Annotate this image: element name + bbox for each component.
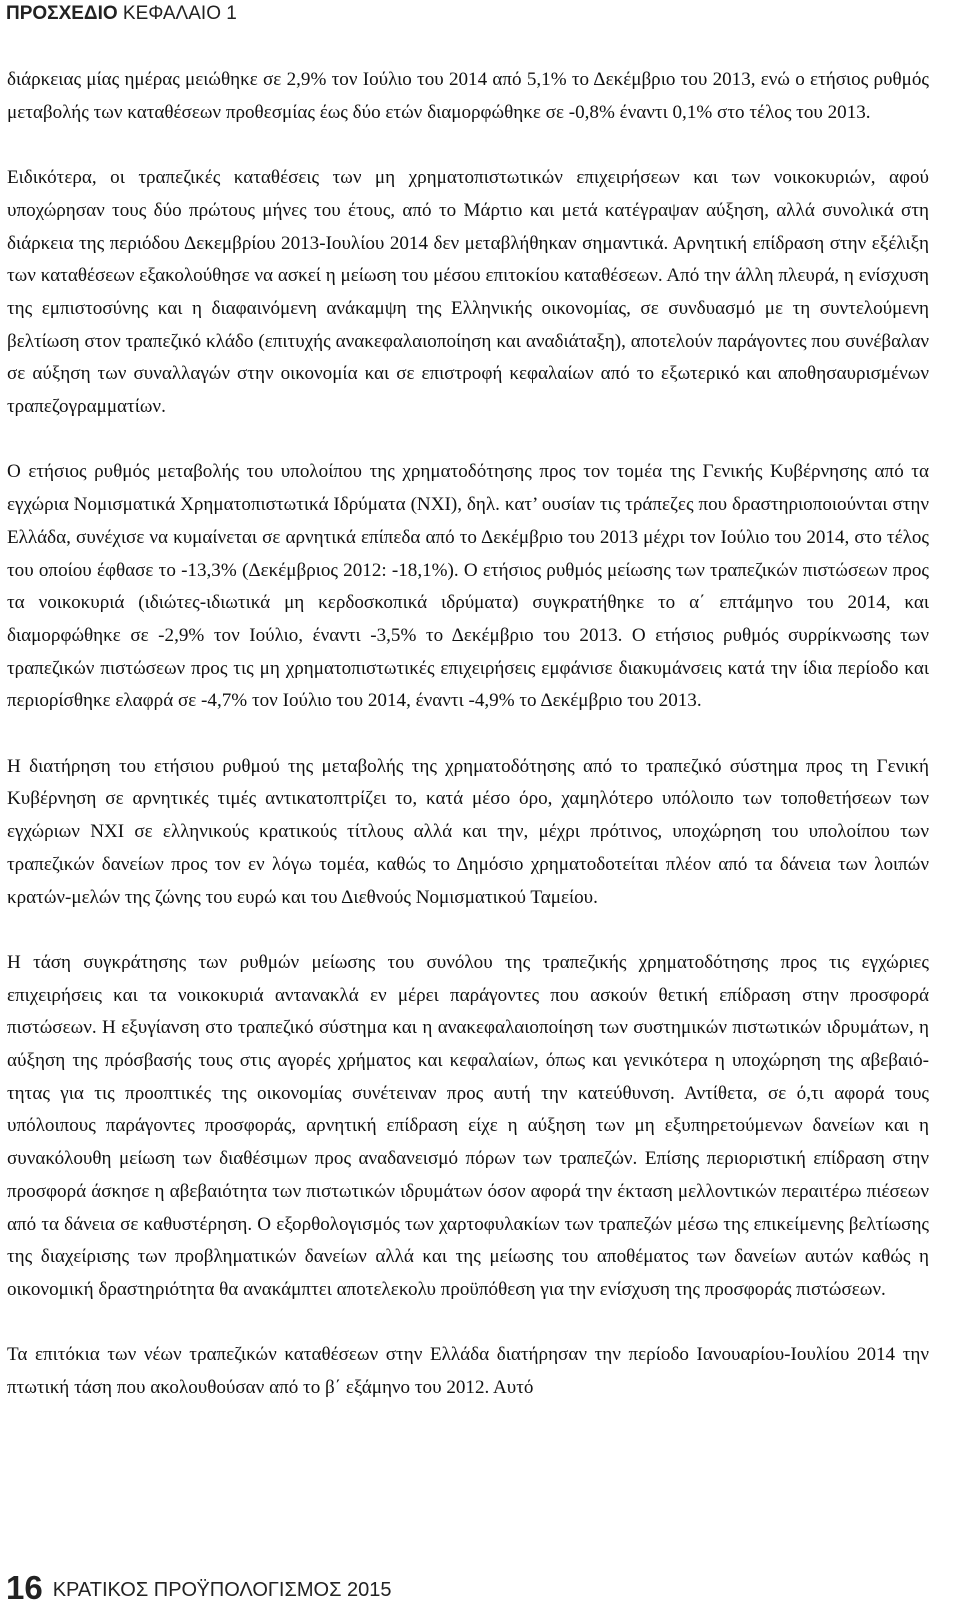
body-text bbox=[7, 64, 929, 1437]
running-header bbox=[6, 2, 237, 26]
page-number: 16 bbox=[6, 1569, 43, 1606]
footer-title: ΚΡΑΤΙΚΟΣ ΠΡΟΫΠΟΛΟΓΙΣΜΟΣ 2015 bbox=[52, 1579, 392, 1601]
paragraph-6: Τα επιτόκια των νέων τραπεζικών καταθέσεων στην Ελλάδα διατήρησαν την περίοδο Ιανουαρίου-Ιουλίου 2014 την πτωτική τάση που ακολουθούσαν από το β΄ εξάμηνο του 2012. Αυτό bbox=[7, 1344, 929, 1399]
header-chapter-label: ΚΕΦΑΛΑΙΟ 1 bbox=[117, 3, 237, 24]
paragraph-1: διάρκειας μίας ημέρας μειώθηκε σε 2,9% τον Ιούλιο του 2014 από 5,1% το Δεκέμβριο του 2013, ενώ ο ετήσιος ρυθμός μεταβολής των καταθέσεων προθεσμίας έως δύο ετών διαμορφώθηκε σε -0,8% έναντι 0,1% στο τέλος του 2013. bbox=[7, 69, 929, 123]
paragraph-3: Ο ετήσιος ρυθμός μεταβολής του υπολοίπου της χρηματοδότησης προς τον τομέα της Γενικής Κυβέρνησης από τα εγχώρια Νομισματικά Χρηματοπιστωτικά Ιδρύματα (ΝΧΙ), δηλ. κατ’ ουσίαν τις τράπεζες που δραστηριοποιούνται στην Ελλάδα, συνέχισε να κυμαίνεται σε αρνητικά επίπεδα από το Δεκέμβριο του 2013 μέχρι τον Ιούλιο του 2014, στο τέλος του οποίου έφθασε το -13,3% (Δεκέμβριος 2012: -18,1%). Ο ετήσιος ρυθμός μείωσης των τραπεζικών πιστώσεων προς τα νοικοκυριά (ιδιώτες-ιδιωτικά μη κερδοσκοπικά ιδρύματα) συγκρατήθηκε το α΄ επτάμηνο του 2014, και διαμορφώθηκε σε -2,9% τον Ιούλιο, έναντι -3,5% το Δεκέμβριο του 2013. Ο ετήσιος ρυθμός συρρίκνωσης των τραπεζικών πιστώσεων προς τις μη χρηματοπιστωτικές επιχειρήσεις εμφάνισε διακυμάνσεις κατά την ίδια περίοδο και περιορίσθηκε ελαφρά σε -4,7% τον Ιούλιο του 2014, έναντι -4,9% το Δεκέμβριο του 2013. bbox=[7, 461, 929, 712]
page-footer bbox=[6, 1570, 391, 1608]
paragraph-4: Η διατήρηση του ετήσιου ρυθμού της μεταβολής της χρηματοδότησης από το τραπεζικό σύστημα προς τη Γενική Κυβέρνηση σε αρνητικές τιμές αντικατοπτρίζει το, κατά μέσο όρο, χαμηλότερο υπόλοιπο των τοποθετήσεων των εγχώριων ΝΧΙ σε ελληνικούς κρατικούς τίτλους αλλά και την, μέχρι πρότινος, υποχώρηση του υπολοίπου των τραπεζικών δανείων προς τον εν λόγω τομέα, καθώς το Δημόσιο χρηματοδοτείται πλέον από τα δάνεια των λοιπών κρατών-μελών της ζώνης του ευρώ και του Διεθνούς Νομισματικού Ταμείου. bbox=[7, 755, 929, 908]
header-draft-label: ΠΡΟΣΧΕΔΙΟ bbox=[6, 3, 118, 24]
paragraph-5: Η τάση συγκράτησης των ρυθμών μείωσης του συνόλου της τραπεζικής χρηματοδότησης προς τις εγχώριες επιχειρήσεις και τα νοικοκυριά αντανακλά εν μέρει παράγοντες που ασκούν θετική επίδραση στην προσφορά πιστώσεων. Η εξυγίανση στο τραπεζικό σύστημα και η ανακεφαλαιοποίηση των συστημικών πιστωτικών ιδρυμάτων, η αύξηση της πρόσβασής τους στις αγορές χρήματος και κεφαλαίων, όπως και γενικότερα η υποχώρηση της αβεβαιότητας για τις προοπτικές της οικονομίας συνέτειναν προς αυτή την κατεύθυνση. Αντίθετα, σε ό,τι αφορά τους υπόλοιπους παράγοντες προσφοράς, αρνητική επίδραση είχε η αύξηση των μη εξυπηρετούμενων δανείων και η συνακόλουθη μείωση των διαθέσιμων προς αναδανεισμό πόρων των τραπεζών. Επίσης περιοριστική επίδραση στην προσφορά άσκησε η αβεβαιότητα των πιστωτικών ιδρυμάτων όσον αφορά την έκταση μελλοντικών περαιτέρω πιέσεων από τα δάνεια σε καθυστέρηση. Ο εξορθολογισμός των χαρτοφυλακίων των τραπεζών μέσω της επικείμενης βελτίωσης της διαχείρισης των προβληματικών δανείων αλλά και της μείωσης του αποθέματος των δανείων αυτών καθώς η οικονομική δραστηριότητα θα ανακάμπτει αποτελεκολυ προϋπόθεση για την ενίσχυση της προσφοράς πιστώσεων. bbox=[7, 951, 929, 1300]
paragraph-2: Ειδικότερα, οι τραπεζικές καταθέσεις των μη χρηματοπιστωτικών επιχειρήσεων και των νοικοκυριών, αφού υποχώρησαν τους δύο πρώτους μήνες του έτους, από το Μάρτιο και μετά κατέγραψαν αύξηση, αλλά συνολικά στη διάρκεια της περιόδου Δεκεμβρίου 2013-Ιουλίου 2014 δεν μεταβλήθηκαν σημαντικά. Αρνητική επίδραση στην εξέλιξη των καταθέσεων εξακολούθησε να ασκεί η μείωση του μέσου επιτοκίου καταθέσεων. Από την άλλη πλευρά, η ενίσχυση της εμπιστοσύνης και η διαφαινόμενη ανάκαμψη της Ελληνικής οικονομίας, σε συνδυασμό με τη συντελούμενη βελτίωση στον τραπεζικό κλάδο (επιτυχής ανακεφαλαιοποίηση και αναδιάταξη), αποτελούν παράγοντες που συνέβαλαν σε αύξηση των συναλλαγών στην οικονομία και σε επιστροφή κεφαλαίων από το εξωτερικό και αποθησαυρισμένων τραπεζογραμματίων. bbox=[7, 167, 929, 418]
